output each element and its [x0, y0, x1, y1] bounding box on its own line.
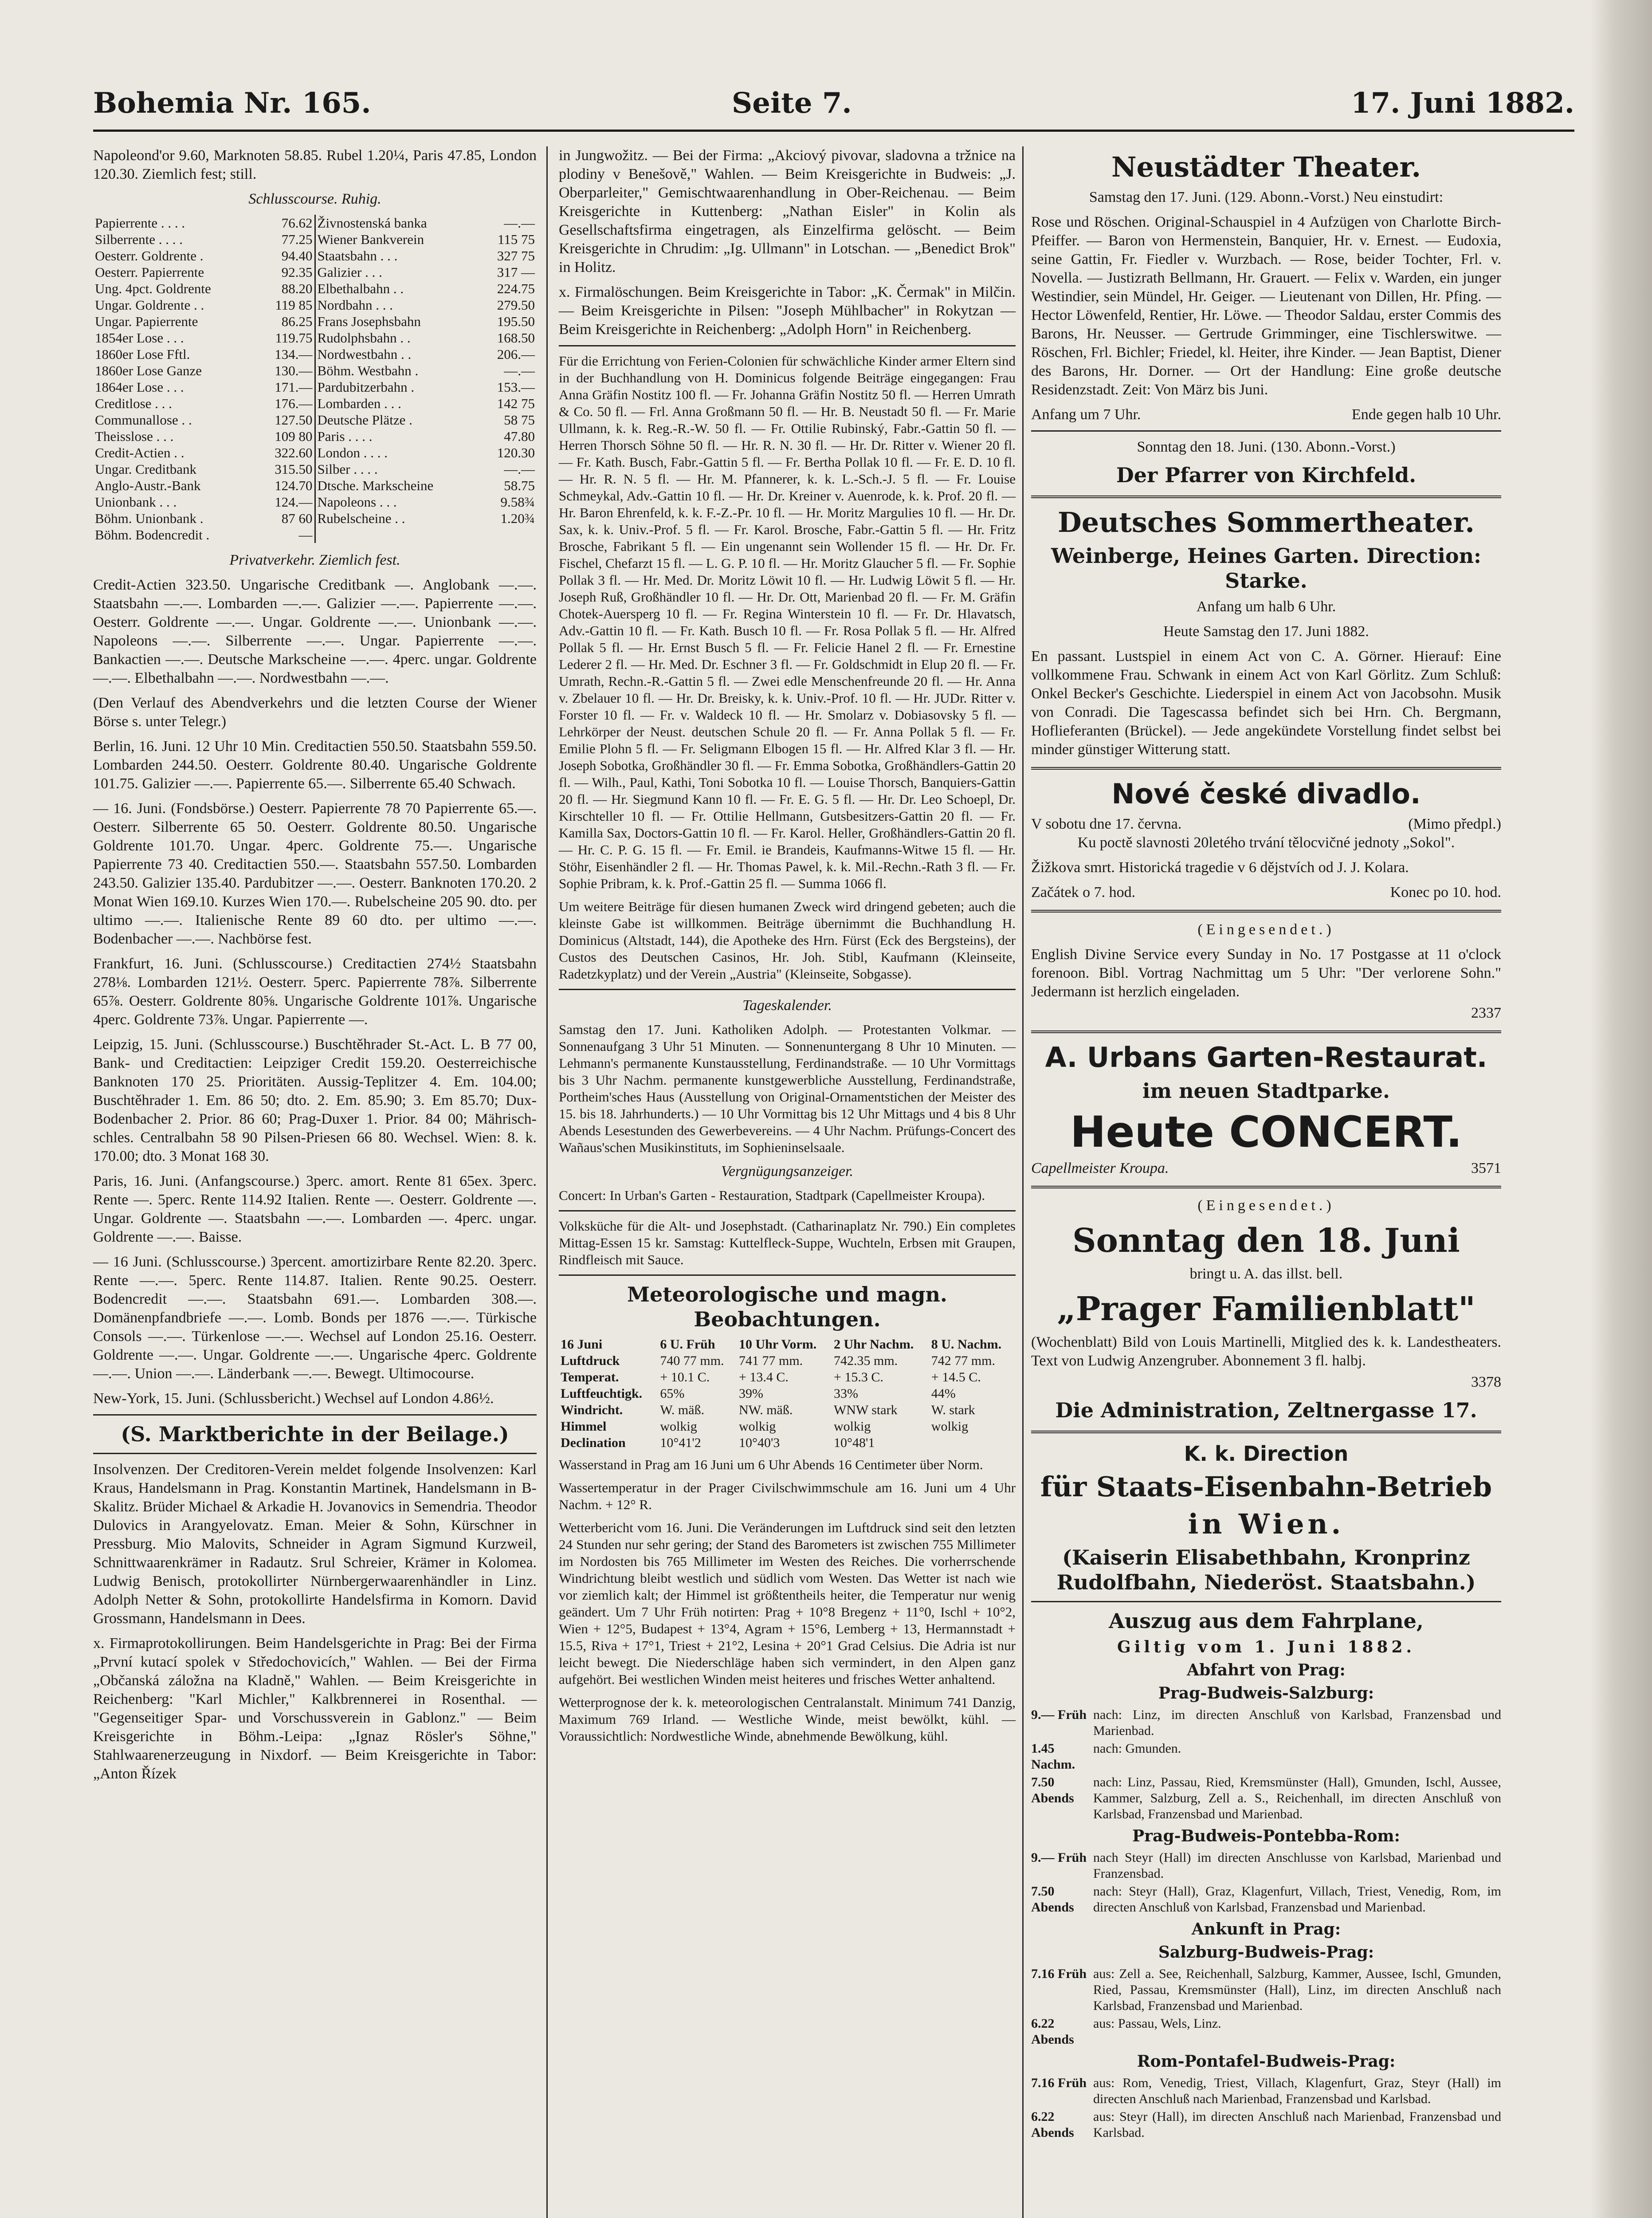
urban-garten-sub: im neuen Stadtparke.: [1142, 1079, 1390, 1103]
security-name: Papierrente . . . .: [95, 215, 185, 231]
nove-divadlo-date: V sobotu dne 17. června.: [1031, 816, 1182, 832]
schlusscourse-row: [93, 395, 537, 412]
sommertheater-text: En passant. Lustspiel in einem Act von C. A. Görner. Hierauf: Eine vollkommene Frau. Schwank in einem Act von Karl Görlitz. Zum Schluß: Onkel Becker's Geschichte. Liederspiel in einem Act von Jacobsohn. Musik von Conradi. Die Tagescassa befindet sich bei Hrn. Ch. Bergmann, Hoflieferanten (Brückel). — Jede angekündete Vorstellung findet selbst bei minder günstiger Witterung statt.: [1031, 648, 1501, 758]
security-price: 322.60: [257, 444, 315, 461]
security-name: Elbethalbahn . .: [317, 281, 404, 296]
vergnuegung-title: Vergnügungsanzeiger.: [721, 1163, 854, 1180]
column-finance: [93, 146, 537, 1789]
schlusscourse-row: [93, 313, 537, 330]
route3-title: Salzburg-Budweis-Prag:: [1158, 1943, 1374, 1962]
column-local: [559, 146, 1016, 1751]
security-name: Böhm. Bodencredit .: [95, 527, 210, 543]
tageskalender-title: Tageskalender.: [742, 997, 832, 1014]
security-price: 47.80: [504, 429, 535, 444]
security-name: Rubelscheine . .: [317, 511, 405, 526]
security-name: Theisslose . . .: [95, 429, 174, 444]
page-header: [93, 87, 1574, 126]
security-price: 206.—: [497, 346, 535, 362]
nove-divadlo-text: Ku poctě slavnosti 20letého trvání tělocvičné jednoty „Sokol".: [1077, 834, 1455, 851]
schlusscourse-row: [93, 428, 537, 444]
meteo-header-cell: 2 Uhr Nachm.: [834, 1337, 914, 1352]
security-price: 86.25: [257, 313, 315, 330]
security-price: —.—: [504, 363, 535, 378]
nove-divadlo-times: [1031, 883, 1501, 902]
security-price: 315.50: [257, 461, 315, 477]
meteo-value: NW. mäß.: [739, 1403, 793, 1417]
schedule-row: [1031, 1774, 1501, 1822]
finance-report: New-York, 15. Juni. (Schlussbericht.) Wechsel auf London 4.86½.: [93, 1390, 494, 1407]
nove-divadlo-title: Nové české divadlo.: [1111, 778, 1421, 810]
security-name: [315, 527, 480, 543]
security-name: Unionbank . . .: [95, 494, 177, 510]
eingesendet-2-headline: Sonntag den 18. Juni: [1072, 1222, 1460, 1260]
schlusscourse-row: [93, 215, 537, 231]
meteo-value: + 15.3 C.: [834, 1370, 883, 1384]
schedule-destinations: aus: Passau, Wels, Linz.: [1093, 2016, 1221, 2031]
meteo-value: + 13.4 C.: [739, 1370, 789, 1384]
ferien-colonien-text: Für die Errichtung von Ferien-Colonien für schwächliche Kinder armer Eltern sind in der Buchhandlung von H. Dominicus folgende Beiträge eingegangen: Frau Anna Gräfin Nostitz 100 fl. — Fr. Johanna Gräfin Nostitz 50 fl. — Herren Umrath & Co. 50 fl. — Frl. Anna Großmann 50 fl. — Hr. B. Neustadt 50 fl. — Fr. Marie Ullmann, k. k. Reg.-R.-W. 50 fl. — Fr. Ottilie Rubinský, Fabr.-Gattin 50 fl. — Herren Thorsch Söhne 50 fl. — Hr. R. N. 30 fl. — Hr. Dr. Ritter v. Wiener 20 fl. — Fr. Kath. Busch, Fabr.-Gattin 5 fl. — Fr. Bertha Pollak 10 fl. — Fr. E. D. 10 fl. — Hr. R. N. 5 fl. — Hr. M. Pfannerer, k. k. L.-Sch.-J. 5 fl. — Fr. Louise Schmeykal, Adv.-Gattin 10 fl. — Hr. Dr. Kreiner v. Auenrode, k. k. Prof. 20 fl. — Hr. Baron Ehrenfeld, k. k. F.-Z.-Pr. 10 fl. — Hr. Moritz Margulies 10 fl. — Hr. Dr. Sax, k. k. Univ.-Prof. 5 fl. — Fr. Karol. Brosche, Fabr.-Gattin 5 fl. — Hr. Fritz Brosche, Fabrikant 5 fl. — Ein ungenannt sein Wollender 15 fl. — Hr. Dr. Fr. Fischel, Chefarzt 15 fl. — L. G. P. 10 fl. — Hr. Moritz Glaucher 5 fl. — Fr. Sophie Pollak 3 fl. — Hr. Med. Dr. Moritz Löwit 10 fl. — Hr. Ludwig Löwit 5 fl. — Hr. Joseph Ruß, Großhändler 10 fl. — Hr. Dr. Ott, Marienbad 20 fl. — Fr. M. Gräfin Chotek-Auersperg 10 fl. — Fr. Regina Winterstein 10 fl. — Fr. Dr. Hlavatsch, Adv.-Gattin 10 fl. — Fr. Kath. Busch 10 fl. — Fr. Rosa Pollak 5 fl. — Hr. Alfred Pollak 5 fl. — Hr. Ernst Busch 5 fl. — Fr. Felicie Hanel 2 fl. — Fr. Ernestine Lederer 2 fl. — Hr. Med. Dr. Eschner 3 fl. — Fr. Goldschmidt in Elup 20 fl. — Fr. Umrath, Rechn.-R.-Gattin 5 fl. — Zwei edle Menschenfreunde 20 fl. — Hr. Anna v. Zbelauer 10 fl. — Hr. Dr. Breisky, k. k. Univ.-Prof. 10 fl. — Hr. JUDr. Ritter v. Forster 10 fl. — Fr. v. Waldeck 10 fl. — Hr. Smolarz v. Dobiasovsky 5 fl. — Lehrkörper der Neust. deutschen Schule 20 fl. — Fr. Anna Pollak 5 fl. — Fr. Emilie Plohn 5 fl. — Fr. Seligmann Elbogen 15 fl. — Hr. Alfred Klar 3 fl. — Hr. Joseph Sobotka, Großhändler 30 fl. — Fr. Emma Sobotka, Großhändlers-Gattin 20 fl. — Wilh., Paul, Kathi, Toni Sobotka 10 fl. — Louise Thorsch, Banquiers-Gattin 20 fl. — Hr. Siegmund Kann 10 fl. — Fr. E. G. 5 fl. — Hr. Dr. Leo Schoepl, Dr. Kirschteller 10 fl. — Fr. Ottilie Hellmann, Gutsbesitzers-Gattin 20 fl. — Fr. Kamilla Sax, Doctors-Gattin 10 fl. — Fr. Karol. Heller, Großhändlers-Gattin 20 fl. — Hr. C. P. G. 15 fl. — Fr. Emil. ie Brandeis, Kaufmanns-Witwe 15 fl. — Hr. Stöhr, Eisenhändler 2 fl. — Hr. Thomas Pawel, k. k. Mil.-Rechn.-Rath 3 fl. — Fr. Sophie Pribram, k. k. Prof.-Gattin 25 fl. — Summa 1066 fl.: [559, 353, 1016, 891]
security-price: 94.40: [257, 248, 315, 264]
schedule-destinations: aus: Rom, Venedig, Triest, Villach, Klagenfurt, Graz, Steyr (Hall) im directen Anschluß nach Marienbad, Franzensbad und Karlsbad.: [1093, 2076, 1501, 2106]
finance-report: Frankfurt, 16. Juni. (Schlusscourse.) Creditactien 274½ Staatsbahn 278⅛. Lombarden 121½. Oesterr. 5perc. Papierrente 78⅞. Silberrente 65⅞. Oesterr. Goldrente 80⅝. Ungarische Goldrente 101⅞. Ungarische 4perc. Goldrente 73⅞. Ungar. Papierrente —.: [93, 956, 537, 1028]
meteo-value: 741 77 mm.: [739, 1353, 803, 1368]
security-price: 327 75: [497, 248, 535, 263]
meteo-value: 65%: [660, 1386, 685, 1401]
markt-notice: (S. Marktberichte in der Beilage.): [121, 1422, 509, 1446]
schedule-destinations: aus: Zell a. See, Reichenhall, Salzburg, Kammer, Aussee, Ischl, Gmunden, Ried, Passau, Kremsmünster (Hall), Linz, im directen Anschluß nach Karlsbad, Franzensbad und Marienbad.: [1093, 1966, 1501, 2013]
direction-line2: in Wien.: [1188, 1508, 1345, 1540]
meteo-value: WNW stark: [834, 1403, 898, 1417]
schedule-destinations: nach: Linz, Passau, Ried, Kremsmünster (Hall), Gmunden, Ischl, Aussee, Kammer, Salzburg, Zell a. S., Reichenhall, im directen Anschluß von Karlsbad, Franzensbad und Marienbad.: [1093, 1775, 1501, 1821]
familienblatt-admin: Die Administration, Zeltnergasse 17.: [1055, 1398, 1477, 1422]
familienblatt-text: (Wochenblatt) Bild von Louis Martinelli, Mitglied des k. k. Landestheaters. Text von Ludwig Anzengruber. Abonnement 3 fl. halbj.: [1031, 1334, 1501, 1369]
security-price: 1.20¾: [500, 511, 535, 526]
familienblatt-title: „Prager Familienblatt": [1057, 1290, 1475, 1328]
meteo-header-cell: 6 U. Früh: [660, 1337, 715, 1352]
eingesendet-1-number: 2337: [1471, 1005, 1501, 1021]
security-name: Paris . . . .: [317, 429, 373, 444]
meteo-value: wolkig: [660, 1419, 697, 1434]
meteo-header-cell: 10 Uhr Vorm.: [739, 1337, 817, 1352]
header-rule: [93, 130, 1574, 132]
security-name: Böhm. Westbahn .: [317, 363, 419, 378]
schedule-time: 9.— Früh: [1031, 1850, 1087, 1865]
security-price: 279.50: [497, 297, 535, 313]
schedule-row: [1031, 1884, 1501, 1915]
neustaedter-sunday: Sonntag den 18. Juni. (130. Abonn.-Vorst.): [1137, 439, 1396, 455]
meteo-value: W. stark: [931, 1403, 975, 1417]
neustaedter-end: Ende gegen halb 10 Uhr.: [1351, 406, 1501, 423]
urban-number: 3571: [1471, 1160, 1501, 1176]
finance-report: Credit-Actien 323.50. Ungarische Creditbank —. Anglobank —.—. Staatsbahn —.—. Lombarden —.—. Galizier —.—. Papierrente —.—. Oesterr. Goldrente —.—. Ungar. Goldrente —.—. Unionbank —.—. Napoleons —.—. Silberrente —.—. Ungar. Papierrente —.—. Bankactien —.—. Deutsche Markscheine —.—. 4perc. ungar. Goldrente —.—. Elbethalbahn —.—. Nordwestbahn —.—.: [93, 577, 537, 686]
volkskueche-text: Volksküche für die Alt- und Josephstadt. (Catharinaplatz Nr. 790.) Ein completes Mittag-Essen 15 kr. Samstag: Kuttelfleck-Suppe, Wuchteln, Erbsen mit Graupen, Rindfleisch mit Sauce.: [559, 1218, 1016, 1267]
security-price: 124.—: [257, 494, 315, 510]
neustaedter-start: Anfang um 7 Uhr.: [1031, 406, 1141, 423]
meteo-label: Temperat.: [561, 1370, 619, 1384]
security-name: 1854er Lose . . .: [95, 330, 184, 346]
security-name: Anglo-Austr.-Bank: [95, 478, 201, 493]
fahrplan-title: Auszug aus dem Fahrplane,: [1109, 1609, 1424, 1633]
sommertheater-start: Anfang um halb 6 Uhr.: [1196, 598, 1336, 615]
ferien-appeal: Um weitere Beiträge für diesen humanen Zweck wird dringend gebeten; auch die kleinste Gabe ist willkommen. Beiträge übernimmt die Buchhandlung H. Dominicus (Altstadt, 144), die Apotheke des Hrn. Fürst (Eck des Bergsteins), der Custos des Deutschen Casinos, Hr. Joh. Stibl, Kaufmann (Kleinseite, Radetzkyplatz) und der Verein „Austria" (Kleinseite, Sobgasse).: [559, 899, 1016, 982]
security-name: Wiener Bankverein: [317, 232, 424, 247]
security-price: 58 75: [504, 412, 535, 428]
meteo-value: wolkig: [834, 1419, 871, 1434]
direction-line3: (Kaiserin Elisabethbahn, Kronprinz Rudolfbahn, Niederöst. Staatsbahn.): [1056, 1546, 1476, 1594]
eingesendet-1-text: English Divine Service every Sunday in No. 17 Postgasse at 11 o'clock forenoon. Bibl. Vortrag Nachmittag um 5 Uhr: "Der verlorene Sohn." Jedermann ist herzlich eingeladen.: [1031, 946, 1501, 1000]
schlusscourse-row: [93, 494, 537, 510]
meteo-value: 10°41'2: [660, 1435, 701, 1450]
finance-report: — 16 Juni. (Schlusscourse.) 3percent. amortizirbare Rente 82.20. 3perc. Rente —.—. 5perc. Rente 114.87. Italien. Rente 90.25. Oesterr. Bodencredit —.—. Staatsbahn 691.—. Lombarden 308.—. Domänenpfandbriefe —.—. Lomb. Bonds per 1876 —.—. Türkische Consols —.—. Türkenlose —.—. Wechsel auf London 25.16. Oesterr. Goldrente —.—. Ungar. Goldrente —.—. Ungarische 4perc. Goldrente —.—. Union —.—. Länderbank —.—. Bewegt. Ultimocourse.: [93, 1254, 537, 1382]
security-name: Ungar. Goldrente . .: [95, 297, 204, 313]
neustaedter-times: [1031, 405, 1501, 424]
schedule-time: 6.22 Abends: [1031, 2109, 1074, 2140]
firma-continued: in Jungwožitz. — Bei der Firma: „Akciový pivovar, sladovna a tržnice na plodiny v Benešově," Wahlen. — Beim Kreisgerichte in Budweis: „J. Oberparleiter," Gemischtwaarenhandlung in Ober-Reichenau. — Beim Kreisgerichte in Kuttenberg: „Nathan Eisler" in Kolin als Gesellschaftsfirma eingetragen, als Einzelfirma gelöscht. — Beim Kreisgerichte in Chrudim: „Ig. Ullmann" in Lotschan. — „Benedict Brok" in Holitz.: [559, 147, 1016, 275]
schedule-time: 1.45 Nachm.: [1031, 1741, 1075, 1772]
schedule-time: 7.50 Abends: [1031, 1884, 1074, 1915]
fahrplan-valid: Giltig vom 1. Juni 1882.: [1117, 1638, 1416, 1656]
scan-edge: [1590, 0, 1652, 2218]
schedule-row: [1031, 2109, 1501, 2141]
security-name: Staatsbahn . . .: [317, 248, 398, 263]
security-price: 119 85: [257, 297, 315, 313]
meteo-label: Declination: [561, 1435, 626, 1450]
meteo-label: Luftdruck: [561, 1353, 620, 1368]
column-rule-2: [1022, 146, 1024, 2218]
meteo-value: 33%: [834, 1386, 858, 1401]
finance-reports: [93, 576, 537, 1408]
schedule-destinations: aus: Steyr (Hall), im directen Anschluß nach Marienbad, Franzensbad und Karlsbad.: [1093, 2109, 1501, 2140]
meteo-value: 10°48'1: [834, 1435, 875, 1450]
meteo-report: Wetterbericht vom 16. Juni. Die Veränderungen im Luftdruck sind seit den letzten 24 Stunden nur sehr gering; der Stand des Barometers ist zwischen 755 Millimeter im Nordosten bis 765 Millimeter im Westen des Reiches. Die vorherrschende Windrichtung bleibt westlich und südlich vom Westen. Das Wetter ist nach wie vor ziemlich kalt; der Himmel ist größtentheils heiter, die Temperatur nur wenig geändert. Um 7 Uhr Früh notirten: Prag + 10°8 Bregenz + 11°0, Ischl + 10°2, Wien + 12°5, Budapest + 13°4, Agram + 15°6, Lemberg + 13, Hermannstadt + 15.5, Riva + 17°1, Triest + 21°2, Lesina + 20°1 Grad Celsius. Die Adria ist nur leicht bewegt. Die Niederschläge haben sich vermindert, in den Alpen ganz aufgehört. Bei westlichen Winden meist heiteres und frisches Wetter anhaltend.: [559, 1520, 1016, 1687]
schlusscourse-row: [93, 510, 537, 527]
security-price: 119.75: [257, 330, 315, 346]
schedule-time: 6.22 Abends: [1031, 2016, 1074, 2047]
security-price: 124.70: [257, 477, 315, 494]
finance-report: — 16. Juni. (Fondsbörse.) Oesterr. Papierrente 78 70 Papierrente 65.—. Oesterr. Silberrente 65 50. Oesterr. Goldrente 80.50. Ungarische Goldrente 101.70. Ungar. 4perc. Goldrente 75.—. Ungarische Papierrente 73 40. Creditactien 550.—. Staatsbahn 557.50. Lombarden 243.50. Galizier 135.40. Pardubitzer —.—. Oesterr. Banknoten 170.20. 2 Monat Wien 169.10. Kurzes Wien 170.—. Rubelscheine 205 90. dto. per ultimo —.—. Italienische Rente 89 60 dto. per ultimo —.—. Bodenbacher —.—. Nachbörse fest.: [93, 800, 537, 947]
meteo-value: + 10.1 C.: [660, 1370, 710, 1384]
schedule-time: 7.50 Abends: [1031, 1775, 1074, 1805]
security-price: 224.75: [497, 281, 535, 296]
schlusscourse-row: [93, 264, 537, 280]
security-price: —.—: [504, 461, 535, 477]
urban-concert: Heute CONCERT.: [1070, 1107, 1462, 1157]
security-price: 76.62: [257, 215, 315, 231]
schedule-destinations: nach: Linz, im directen Anschluß von Karlsbad, Franzensbad und Marienbad.: [1093, 1707, 1501, 1738]
meteo-report: Wassertemperatur in der Prager Civilschwimmschule am 16. Juni um 4 Uhr Nachm. + 12° R.: [559, 1480, 1016, 1512]
meteo-value: + 14.5 C.: [931, 1370, 981, 1384]
urban-garten-title: A. Urbans Garten-Restaurat.: [1045, 1041, 1487, 1074]
meteo-value: W. mäß.: [660, 1403, 705, 1417]
finance-report: Paris, 16. Juni. (Anfangscourse.) 3perc. amort. Rente 81 65ex. 3perc. Rente —. 5perc. Rente 114.92 Italien. Rente —. Oesterr. Goldrente —. Ungar. Goldrente —. Staatsbahn —.—. Lombarden —. 4perc. ungar. Goldrente —.—. Baisse.: [93, 1173, 537, 1245]
security-name: Credit-Actien . .: [95, 445, 184, 460]
security-price: 153.—: [497, 379, 535, 395]
security-price: 176.—: [257, 395, 315, 412]
nove-divadlo-date-row: [1031, 815, 1501, 834]
schedule-destinations: nach: Steyr (Hall), Graz, Klagenfurt, Villach, Triest, Venedig, Rom, im directen Anschluß von Karlsbad, Franzensbad und Marienbad.: [1093, 1884, 1501, 1915]
finance-report: (Den Verlauf des Abendverkehrs und die letzten Course der Wiener Börse s. unter Telegr.): [93, 695, 537, 730]
security-price: 168.50: [497, 330, 535, 346]
neustaedter-play: Rose und Röschen. Original-Schauspiel in 4 Aufzügen von Charlotte Birch-Pfeiffer. — Baron von Hermenstein, Banquier, Hr. v. Ernest. — Eudoxia, seine Gattin, Fr. Fiedler v. Wurzbach. — Rose, beider Tochter, Frl. v. Novella. — Justizrath Bellmann, Hr. Grauert. — Felix v. Warden, ein junger Westindier, sein Mündel, Hr. Geiger. — Lieutenant von Dillen, Hr. Pfing. — Hector Löwenfeld, Rentier, Hr. Löwe. — Theodor Saldau, erster Commis des Barons, Hr. Neusser. — Gertrude Grimminger, eine Tischlerswitwe. — Röschen, Frl. Bichler; Friedel, kl. Heiter, ihre Kinder. — Jean Baptist, Diener des Barons, Hr. Dorner. — Ort der Handlung: Eine große deutsche Residenzstadt. Zeit: Von März bis Juni.: [1031, 214, 1501, 398]
meteo-value: wolkig: [739, 1419, 776, 1434]
security-price: 92.35: [257, 264, 315, 280]
insolvenzen-text: Insolvenzen. Der Creditoren-Verein meldet folgende Insolvenzen: Karl Kraus, Handelsmann in Prag. Konstantin Martinek, Handelsmann in B-Skalitz. Brüder Michael & Arkadie H. Jovanovics in Semendria. Theodor Dulovics in Arangyelovatz. Eman. Meier & Sohn, Kürschner in Pressburg. Mio Malovits, Schneider in Agram Sigmund Kurzweil, Schnittwaarenkrämer in Radautz. Srul Schreier, Krämer in Kolomea. Ludwig Benisch, protokollirter Nürnbergerwaarenhändler in Linz. Adolph Netter & Sohn, protokollirte Handelsfirma in Komorn. David Grossmann, Handelsmann in Dees.: [93, 1461, 537, 1627]
abfahrt-title: Abfahrt von Prag:: [1187, 1661, 1346, 1679]
security-name: Ungar. Papierrente: [95, 314, 198, 329]
firmaprotokoll-text: x. Firmaprotokollirungen. Beim Handelsgerichte in Prag: Bei der Firma „První kutací spolek v Středochovicích," Wahlen. — Bei der Firma „Občanská záložna na Kladně," Wahlen. — Beim Kreisgerichte in Reichenberg: "Karl Michler," Kalkbrennerei in Rosenthal. — "Gegenseitiger Spar- und Vorschussverein in Gablonz." — Beim Kreisgerichte in Böhm.-Leipa: „Ignaz Rösler's Söhne," Stahlwaarenerzeugung in Nixdorf. — Beim Kreisgerichte in Tabor: „Anton Řízek: [93, 1635, 537, 1782]
route2-title: Prag-Budweis-Pontebba-Rom:: [1132, 1827, 1400, 1845]
meteo-row: [559, 1418, 1016, 1435]
security-price: 130.—: [257, 362, 315, 379]
route4-schedule: [1031, 2075, 1501, 2141]
security-name: London . . . .: [317, 445, 388, 460]
meteo-label: Windricht.: [561, 1403, 623, 1417]
meteo-header-cell: 16 Juni: [561, 1337, 603, 1352]
security-price: 134.—: [257, 346, 315, 362]
security-name: Lombarden . . .: [317, 396, 401, 411]
security-name: Ung. 4pct. Goldrente: [95, 281, 211, 296]
security-price: 88.20: [257, 280, 315, 297]
security-price: 142 75: [497, 396, 535, 411]
meteo-row: [559, 1435, 1016, 1451]
schedule-row: [1031, 1966, 1501, 2014]
schlusscourse-table: [93, 215, 537, 543]
security-price: 195.50: [497, 314, 535, 329]
urban-capellmeister: Capellmeister Kroupa.: [1031, 1160, 1169, 1176]
schedule-row: [1031, 1707, 1501, 1739]
meteo-header-cell: 8 U. Nachm.: [931, 1337, 1002, 1352]
security-name: Živnostenská banka: [317, 215, 427, 231]
schlusscourse-row: [93, 297, 537, 313]
nove-divadlo-start: Začátek o 7. hod.: [1031, 884, 1136, 901]
route1-title: Prag-Budweis-Salzburg:: [1158, 1684, 1374, 1703]
meteo-value: 742.35 mm.: [834, 1353, 898, 1368]
schlusscourse-row: [93, 527, 537, 543]
intro-text: Napoleond'or 9.60, Marknoten 58.85. Rubel 1.20¼, Paris 47.85, London 120.30. Ziemlich fest; still.: [93, 147, 537, 182]
security-price: 115 75: [497, 232, 535, 247]
schlusscourse-row: [93, 461, 537, 477]
meteo-reports: [559, 1456, 1016, 1745]
schlusscourse-row: [93, 248, 537, 264]
security-name: 1864er Lose . . .: [95, 379, 184, 395]
schlusscourse-row: [93, 280, 537, 297]
security-price: 127.50: [257, 412, 315, 428]
route3-schedule: [1031, 1966, 1501, 2048]
security-price: 109 80: [257, 428, 315, 444]
column-ads: [1031, 146, 1501, 2143]
sommertheater-sub: Weinberge, Heines Garten. Direction: Starke.: [1051, 544, 1482, 593]
security-price: 9.58¾: [500, 494, 535, 510]
schedule-row: [1031, 1850, 1501, 1882]
route1-schedule: [1031, 1707, 1501, 1822]
security-price: 58.75: [504, 478, 535, 493]
eingesendet-2-title: (Eingesendet.): [1197, 1197, 1335, 1214]
schlusscourse-row: [93, 412, 537, 428]
meteo-value: wolkig: [931, 1419, 969, 1434]
security-name: Oesterr. Goldrente .: [95, 248, 204, 263]
security-price: 171.—: [257, 379, 315, 395]
schedule-time: 9.— Früh: [1031, 1707, 1087, 1722]
security-name: Galizier . . .: [317, 264, 382, 280]
eingesendet-2-bringt: bringt u. A. das illst. bell.: [1189, 1266, 1343, 1282]
security-name: Oesterr. Papierrente: [95, 264, 204, 280]
schedule-row: [1031, 2075, 1501, 2107]
security-name: Rudolphsbahn . .: [317, 330, 411, 346]
schlusscourse-row: [93, 362, 537, 379]
schlusscourse-row: [93, 379, 537, 395]
meteo-report: Wasserstand in Prag am 16 Juni um 6 Uhr Abends 16 Centimeter über Norm.: [559, 1457, 983, 1472]
meteo-table: [559, 1336, 1016, 1451]
meteo-label: Himmel: [561, 1419, 607, 1434]
security-name: Creditlose . . .: [95, 396, 172, 411]
schlusscourse-title: Schlusscourse. Ruhig.: [248, 191, 381, 207]
nove-divadlo-note: (Mimo předpl.): [1408, 816, 1501, 832]
familienblatt-number: 3378: [1471, 1374, 1501, 1390]
security-name: Communallose . .: [95, 412, 192, 428]
header-issue: Bohemia Nr. 165.: [93, 87, 371, 120]
security-name: Nordbahn . . .: [317, 297, 393, 313]
nove-divadlo-end: Konec po 10. hod.: [1390, 884, 1501, 901]
neustaedter-sunday-play: Der Pfarrer von Kirchfeld.: [1116, 463, 1417, 487]
direction-kk: K. k. Direction: [1184, 1442, 1349, 1466]
security-name: Böhm. Unionbank .: [95, 511, 204, 526]
meteo-row: [559, 1369, 1016, 1385]
meteo-row: [559, 1402, 1016, 1418]
meteo-value: 39%: [739, 1386, 763, 1401]
schedule-row: [1031, 1741, 1501, 1773]
security-price: 317 —: [497, 264, 535, 280]
meteo-title: Meteorologische und magn. Beobachtungen.: [627, 1282, 947, 1331]
neustaedter-theater-title: Neustädter Theater.: [1111, 151, 1421, 183]
finance-report: Leipzig, 15. Juni. (Schlusscourse.) Buschtěhrader St.-Act. L. B 77 00, Bank- und Creditactien: Leipziger Credit 159.20. Oesterreichische Banknoten 170 25. Prioritäten. Aussig-Teplitzer 4. Em. 104.00; Buschtěhrader 1. Em. 86 50; dto. 2. Em. 85.90; 3. Em 85.70; Dux-Bodenbacher 2. Prior. 86 60; Prag-Duxer 1. Prior. 84 00; Mährisch-schles. Centralbahn 58 90 Pilsen-Priesen 66 80. Wechsel. Wien: 8. k. 170.00; dto. 3 Monat 168 30.: [93, 1036, 537, 1164]
finance-report: Berlin, 16. Juni. 12 Uhr 10 Min. Creditactien 550.50. Staatsbahn 559.50. Lombarden 244.50. Oesterr. Goldrente 80.40. Ungarische Goldrente 101.75. Galizier —.—. Papierrente 65.—. Silberrente 65.40 Schwach.: [93, 738, 537, 792]
security-name: Silber . . . .: [317, 461, 378, 477]
security-price: [480, 527, 537, 543]
firmaloeschungen-text: x. Firmalöschungen. Beim Kreisgerichte in Tabor: „K. Čermak" in Milčin. — Beim Kreisgerichte in Pilsen: "Joseph Mühlbacher" in Rokytzan — Beim Kreisgerichte in Reichenberg: „Adolph Horn" in Reichenberg.: [559, 284, 1016, 338]
security-name: Nordwestbahn . .: [317, 346, 412, 362]
header-page-number: Seite 7.: [732, 87, 852, 120]
security-name: 1860er Lose Fftl.: [95, 346, 190, 362]
nove-divadlo-play: Žižkova smrt. Historická tragedie v 6 dějstvích od J. J. Kolara.: [1031, 859, 1409, 876]
security-name: Pardubitzerbahn .: [317, 379, 415, 395]
schlusscourse-row: [93, 330, 537, 346]
privatverkehr-title: Privatverkehr. Ziemlich fest.: [229, 552, 400, 568]
ankunft-title: Ankunft in Prag:: [1191, 1920, 1341, 1939]
security-price: —.—: [504, 215, 535, 231]
meteo-value: [930, 1435, 1016, 1451]
security-name: Napoleons . . .: [317, 494, 397, 510]
neustaedter-date: Samstag den 17. Juni. (129. Abonn.-Vorst.) Neu einstudirt:: [1089, 189, 1444, 205]
security-name: Ungar. Creditbank: [95, 461, 197, 477]
header-date: 17. Juni 1882.: [1351, 87, 1574, 120]
meteo-report: Wetterprognose der k. k. meteorologischen Centralanstalt. Minimum 741 Danzig, Maximum 769 Irland. — Westliche Winde, meist bewölkt, kühl. — Voraussichtlich: Nordwestliche Winde, abnehmende Bewölkung, kühl.: [559, 1695, 1016, 1744]
schlusscourse-row: [93, 231, 537, 248]
eingesendet-1-title: (Eingesendet.): [1197, 921, 1335, 938]
direction-line1: für Staats-Eisenbahn-Betrieb: [1040, 1471, 1492, 1503]
sommertheater-title: Deutsches Sommertheater.: [1057, 506, 1475, 539]
schedule-row: [1031, 2016, 1501, 2048]
security-price: 87 60: [257, 510, 315, 527]
schlusscourse-row: [93, 477, 537, 494]
meteo-label: Luftfeuchtigk.: [561, 1386, 643, 1401]
meteo-row: [559, 1385, 1016, 1402]
security-name: 1860er Lose Ganze: [95, 363, 202, 378]
schedule-destinations: nach: Gmunden.: [1093, 1741, 1181, 1756]
security-name: Frans Josephsbahn: [317, 314, 421, 329]
meteo-value: 740 77 mm.: [660, 1353, 724, 1368]
column-rule-1: [546, 146, 548, 2218]
sommertheater-date: Heute Samstag den 17. Juni 1882.: [1163, 623, 1369, 640]
schedule-time: 7.16 Früh: [1031, 2076, 1087, 2090]
meteo-value: 10°40'3: [739, 1435, 780, 1450]
security-name: Deutsche Plätze .: [317, 412, 412, 428]
route2-schedule: [1031, 1850, 1501, 1915]
route4-title: Rom-Pontafel-Budweis-Prag:: [1137, 2052, 1396, 2071]
security-price: 77.25: [257, 231, 315, 248]
schedule-destinations: nach Steyr (Hall) im directen Anschlusse von Karlsbad, Marienbad und Franzensbad.: [1093, 1850, 1501, 1881]
vergnuegung-text: Concert: In Urban's Garten - Restauration, Stadtpark (Capellmeister Kroupa).: [559, 1188, 985, 1203]
meteo-value: 44%: [931, 1386, 956, 1401]
meteo-value: 742 77 mm.: [931, 1353, 995, 1368]
urban-footer: [1031, 1159, 1501, 1178]
security-name: Dtsche. Markscheine: [317, 478, 434, 493]
security-price: —: [257, 527, 315, 543]
schlusscourse-row: [93, 346, 537, 362]
schedule-time: 7.16 Früh: [1031, 1966, 1087, 1981]
schlusscourse-row: [93, 444, 537, 461]
security-price: 120.30: [497, 445, 535, 460]
meteo-row: [559, 1353, 1016, 1369]
tageskalender-text: Samstag den 17. Juni. Katholiken Adolph. — Protestanten Volkmar. — Sonnenaufgang 3 Uhr 51 Minuten. — Sonnenuntergang 8 Uhr 10 Minuten. — Lehmann's permanente Kunstausstellung, Ferdinandstraße. — 10 Uhr Vormittags bis 3 Uhr Nachm. permanente kunstgewerbliche Ausstellung, Ferdinandstraße, Portheim'sches Haus (Ausstellung von Original-Ornamentstichen der Meister des 15. bis 18. Jahrhunderts.) — 10 Uhr Vormittag bis 12 Uhr Mittags und 4 bis 8 Uhr Abends Lesestunden des Gewerbevereins. — 4 Uhr Nachm. Prüfungs-Concert des Wañaus'schen Musikinstituts, im Sophieninselsaale.: [559, 1022, 1016, 1155]
security-name: Silberrente . . . .: [95, 232, 183, 247]
